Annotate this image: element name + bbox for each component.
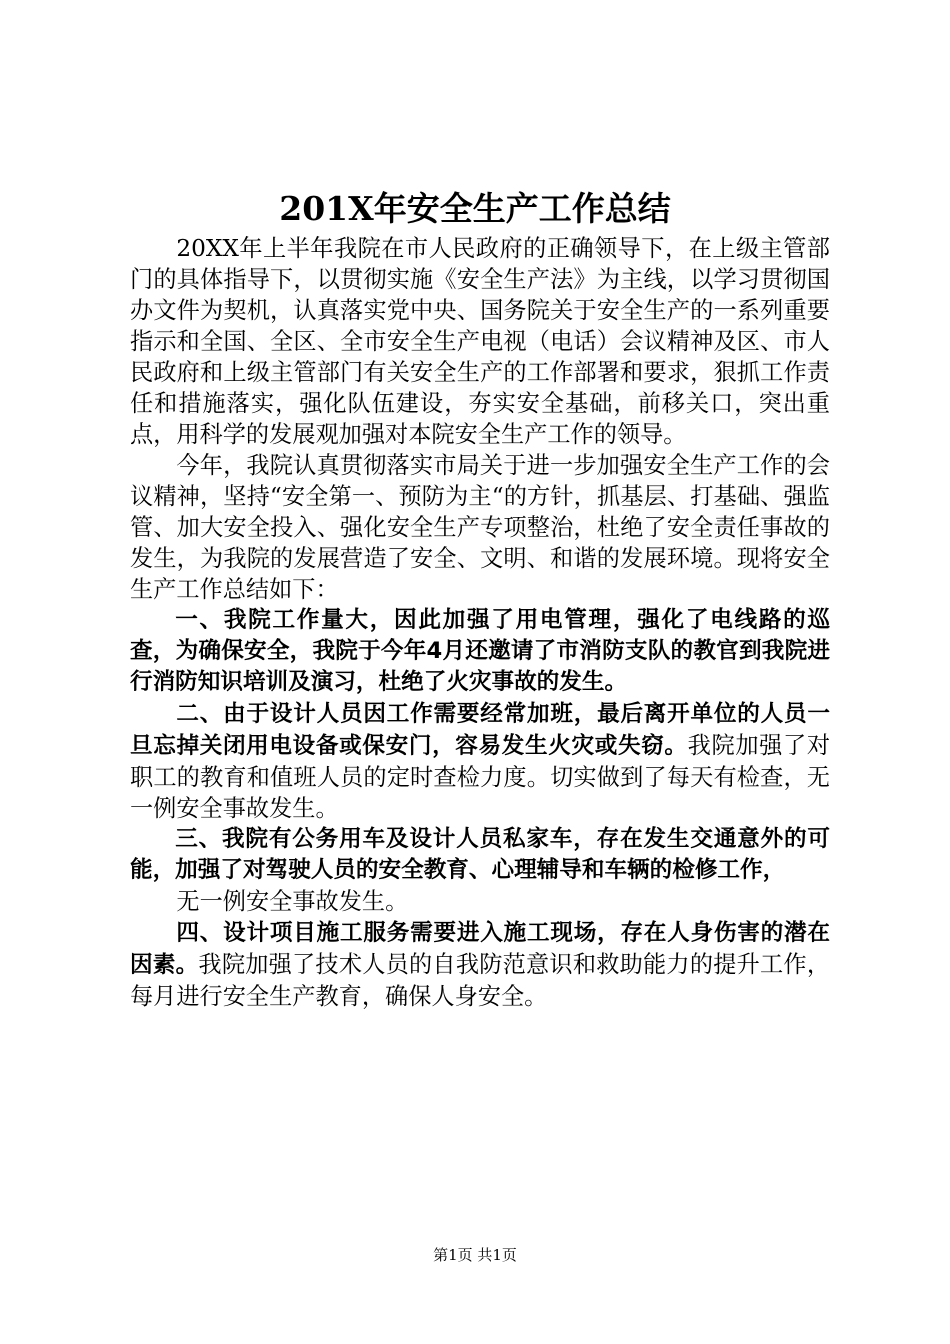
paragraph-overview: 今年，我院认真贯彻落实市局关于进一步加强安全生产工作的会议精神，坚持“安全第一、预防为主“的方针，抓基层、打基础、强监管、加大安全投入、强化安全生产专项整治，杜绝了安全责任事故的发生，为我院的发展营造了安全、文明、和谐的发展环境。现将安全生产工作总结如下：	[130, 452, 830, 603]
document-body	[130, 233, 830, 1012]
paragraph-item-4-bold: 四、设计项目施工服务需要进入施工现场，存在人身伤害的潜在因素。	[130, 920, 830, 978]
paragraph-item-2	[130, 698, 830, 824]
paragraph-item-3: 三、我院有公务用车及设计人员私家车，存在发生交通意外的可能，加强了对驾驶人员的安全教育、心理辅导和车辆的检修工作，	[130, 826, 830, 883]
paragraph-item-4	[130, 917, 830, 1012]
paragraph-item-4-rest: 我院加强了技术人员的自我防范意识和救助能力的提升工作，每月进行安全生产教育，确保人身安全。	[130, 951, 831, 1010]
paragraph-item-3-cont: 无一例安全事故发生。	[176, 888, 409, 915]
document-title: 201X年安全生产工作总结	[279, 189, 671, 228]
paragraph-item-1: 一、我院工作量大，因此加强了用电管理，强化了电线路的巡查，为确保安全，我院于今年4月还邀请了市消防支队的教官到我院进行消防知识培训及演习，杜绝了火灾事故的发生。	[130, 607, 830, 695]
page-footer: 第1页 共1页	[433, 1246, 517, 1264]
paragraph-item-2-bold: 二、由于设计人员因工作需要经常加班，最后离开单位的人员一旦忘掉关闭用电设备或保安门，容易发生火灾或失窃。	[130, 701, 830, 759]
paragraph-item-2-rest: 我院加强了对职工的教育和值班人员的定时查检力度。切实做到了每天有检查，无一例安全事故发生。	[130, 732, 831, 822]
paragraph-intro: 20XX年上半年我院在市人民政府的正确领导下，在上级主管部门的具体指导下，以贯彻实施《安全生产法》为主线，以学习贯彻国办文件为契机，认真落实党中央、国务院关于安全生产的一系列重要指示和全国、全区、全市安全生产电视（电话）会议精神及区、市人民政府和上级主管部门有关安全生产的工作部署和要求，狠抓工作责任和措施落实，强化队伍建设，夯实安全基础，前移关口，突出重点，用科学的发展观加强对本院安全生产工作的领导。	[130, 235, 830, 448]
